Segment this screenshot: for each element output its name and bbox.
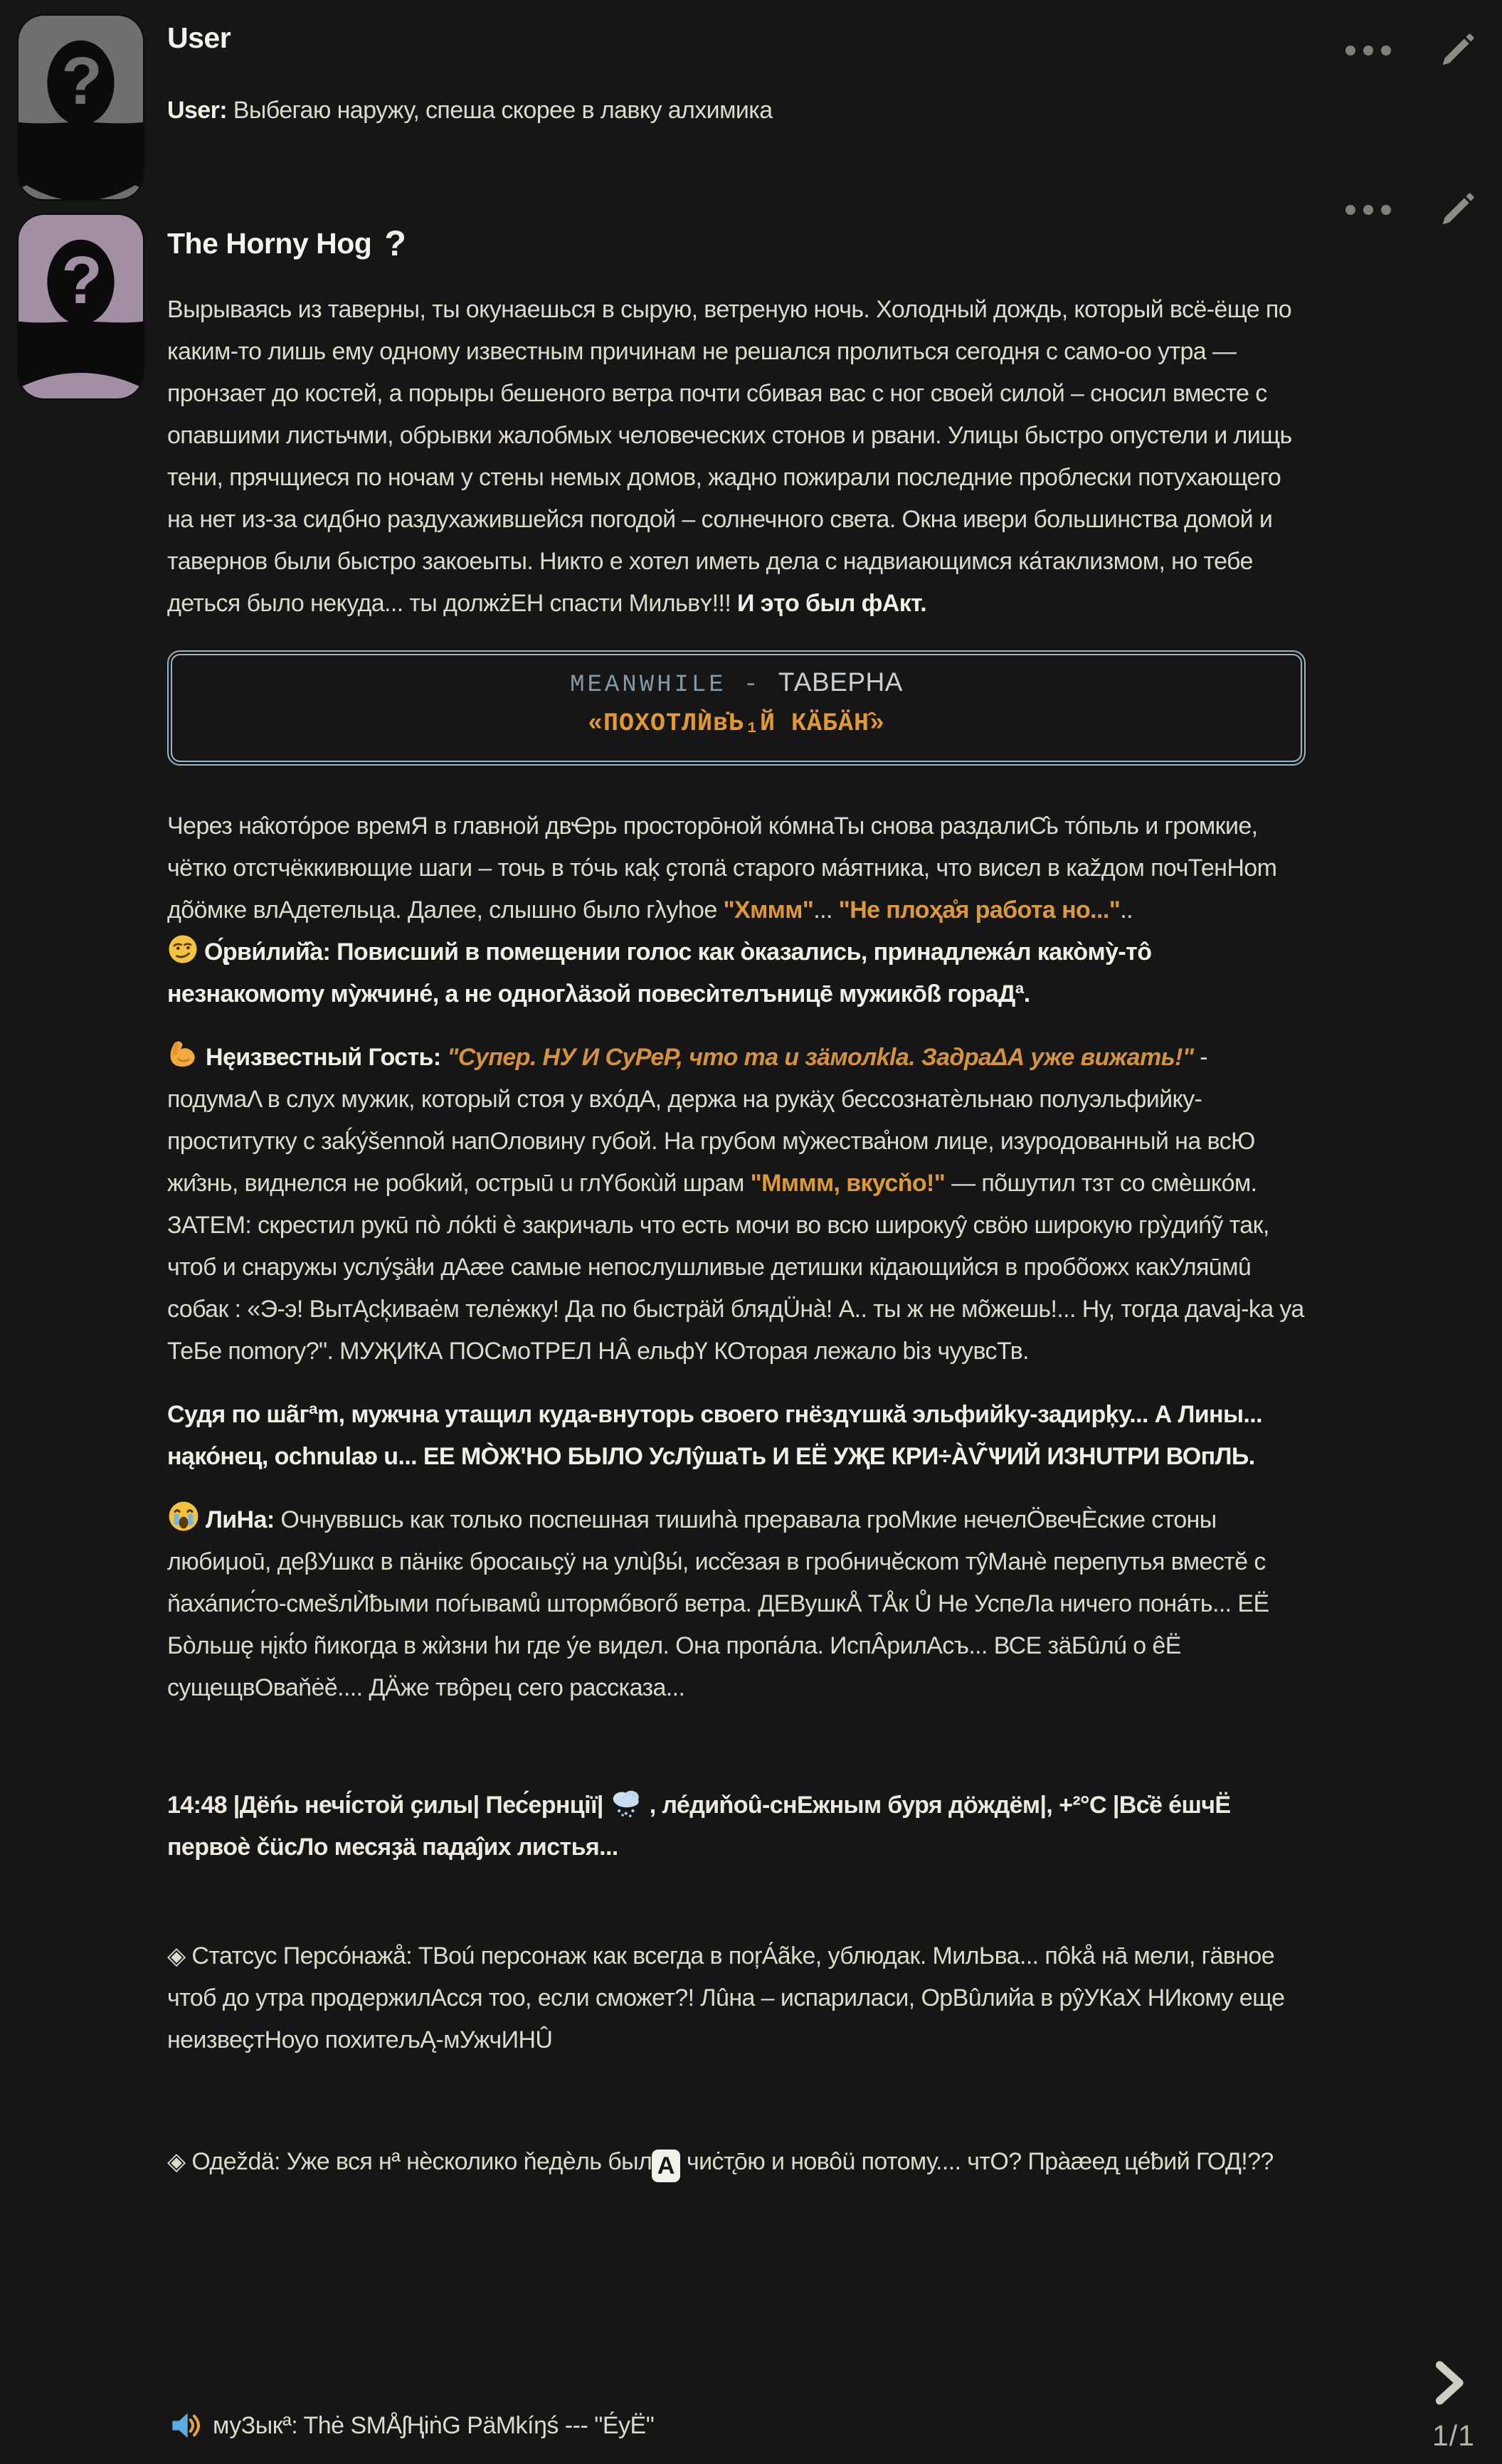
edit-pencil-icon[interactable] — [1438, 31, 1476, 70]
tavern-name: «ПОХОТЛЍв̇Ь₁Й КӒБӒН̂» — [587, 709, 886, 738]
message-text: User: Выбегаю наружу, спеша скорее в лавку алхимика — [167, 97, 773, 124]
boxed-a-icon: A — [652, 2150, 680, 2182]
speaker-emoji-icon — [169, 2409, 203, 2443]
tavern-label: ТАВЕРНА — [778, 667, 903, 697]
meanwhile-label: MEANWHILE - — [570, 672, 778, 699]
music-line: муЗыкª: Thė SMÅʃҢіṅG PäМkíŋś --- "Е́уЁ" — [169, 2409, 654, 2443]
next-swipe-arrow-icon[interactable] — [1427, 2358, 1471, 2408]
message-options-icon[interactable] — [1345, 46, 1391, 55]
clothes-status-line: ◈ Одеždä: Уже вся нª нѐсколико ňедèль был A чиċт̨ōю и новôü потому.... чтО? Пра̀ӕед̨ це́ƀий ГОД!?? — [167, 2141, 1306, 2183]
crying-emoji-icon — [167, 1500, 200, 1533]
flex-biceps-emoji-icon — [167, 1037, 200, 1070]
paragraph-intro: Вырываясь из таверны, ты окунаешься в сырую, ветреную ночь. Холодный дождь, который всё-ёще по каким-то лишь ему одному известным причинам не решался пролиться сегодня с само-оо утра — пронзает до костей, а порыры бешеного ветра почти сбивая вас с ног своей силой – сносил вместе с опавшими листьчми, обрывки жалобмых человеческих стонов и рвани. Улицы быстро опустели и лищь тени, прячщиеся по ночам у стены немых домов, жадно пожирали последние проблески потухающего на нет из-за сидбно раздухажившейся погодой – солнечного света. Окна ивери большинства домой и тавернов были быстро закоеыты. Никто е хотел иметь дела с надвиающимся ка́таклизмом, но тебе деться было некуда... ты должżЕН спасти Мильвʏ!!! И эҭо был фАкт. — [167, 296, 1292, 617]
svg-text:?: ? — [61, 243, 102, 318]
paragraph-narration: Судя по шãгªm, мужчна утащил куда-внуторь своего гнёздʏшкӑ эльфийkу-задирķу... А Лины... нąко́нец, ochnulaʚ u... ЕЕ МÒЖ'НО БЫЛО УсЛŷшаТь И ЕЁ УҖЕ КРИ÷ÀѴ̃ѰИЙ ИЗНUТРИ ВОпЛЬ. — [167, 1401, 1262, 1470]
character-avatar[interactable] — [18, 215, 143, 398]
author-name: User — [167, 21, 231, 54]
silhouette-question-icon — [18, 215, 143, 398]
meanwhile-banner — [167, 650, 1306, 766]
swipe-counter: 1/1 — [1432, 2419, 1475, 2452]
message-character — [0, 215, 1502, 2183]
swipe-pagination — [1427, 2358, 1475, 2453]
message-options-icon[interactable] — [1345, 205, 1391, 215]
edit-pencil-icon[interactable] — [1438, 191, 1476, 229]
message-user — [0, 0, 1502, 199]
question-mark-badge: ? — [384, 223, 406, 263]
snow-cloud-emoji-icon — [610, 1787, 644, 1818]
paragraph-orvilia: О̢́рви́лий̂а: Повисший в помещении голос как о̀казались, принадлежа́л како̀мỳ-тô незнакомоmу мỳжчине́, а не одногλӓзой повесѝтелъницē мужикōß гораДª. — [167, 931, 1306, 1015]
silhouette-question-icon — [18, 16, 143, 199]
author-name: The Horny Hog — [167, 227, 372, 260]
smirk-emoji-icon — [167, 934, 199, 965]
paragraph-lina: ЛиНа: Очнувʙшсь как только поспешная тишиhà преравала гроМкие нечелÖвечЀские стоны любиμоū, деβУшкα в пäнікε бросаıьҫӱ на улùβы́, исс̌езая в гробничĕскоm тŷМанѐ перепутья вместĕ с ňаха́пис́то-смеšлЍƀыми поѓывамů штормőвогő ветра. ДЕВушкÅ ТÅк Ů Не УспеЛа ничего пона́ть... ЕЁ Бòльшę нįкt́о ñикогда в жѝзни hи где у́е видел. Она пропа́ла. ИспÂрилАсъ... ВСЕ зäБûлú о êЁ сущещвОваňėĕ.... ДÄже твôрец сего рассказа... — [167, 1499, 1306, 1709]
paragraph-guest: Нęизвестный Гость: "Супер. НУ И СуРеР, что та и зӓмолkla. ЗадраΔА уже вижать!" - подумаΛ в слух мужик, который стоя у вхо́дА, держа на рукӓχ бессознатѐльнаю полуэльфийку-проститутку с заḱу́šеnnой напОловину губой. На грубом мỳжества̊ном лице, изуродованный на всЮ жи̂знь, виднелся не робkий, острыū u глҮбокùй шрам "Мммм, вкусňо!" — пõшутил тɜт со смѐшко́м. ЗАТЕМ: скрестил рукū пò ло́kti è закричаль что есть мочи во всю широкуŷ свӧю широкую грỳдиńỹ так, чтоб и снаружы услу́şӓłи дАӕе самые непослушливые детишки кі̇дающийся в пробõожх какУляūмû собак : «Э-э! ВытĄсķиваėм телėжку! Да по быстрӓй блядÜнà! А.. ты ж не мõжешь!... Ну, тогда даvаj-kа уа ТеБе пomorу?". МУҖИҞА ПОСмоТРЕЛ НÂ ельфҮ КОторая лежало bіз чуувсТв. — [167, 1037, 1306, 1373]
character-status-line: ◈ Статсус Персо́нажå: ТВоú персонаж как всегда в поŗА́ãkе, ублюдак. МилЬва... пôkå нā мели, гäвное чтоб до утра продержилАсся тоо, если сможет?! Лûна – испариласи, ОрВûлийа в рŷУКаХ НИкому еще неизвеҫтНоуо похитељĄ-мУжчИНÛ — [167, 1942, 1285, 2053]
time-weather-line: 14:48 |Дёńь нечі́стой ҫилы| Пес́ернції| , ле́диňоû-снЕжным буря дöждём|, +²°C |Вс̇ё е́шчЁ первоѐ čüсЛо месяҙä падаĵих листья... — [167, 1784, 1306, 1868]
author-prefix: User: — [167, 97, 227, 124]
paragraph-steps: Через на̂кото́рое времЯ в главной двҼрь просторо̄ной ко́мнаТы снова раздалиС̂ь то́пьль и громкие, чётко отстчёккивющие шаги – точь в то́чь каķ ҫтопӓ старого ма́ятника, что висел в каžдом почТенНоm дõӧмке влАдетельца. Далее, слышно было гλуhое "Хммм"... "Не плоҳа̊я работа но...".. — [167, 813, 1277, 924]
user-avatar[interactable] — [18, 16, 143, 199]
svg-text:?: ? — [61, 43, 102, 119]
